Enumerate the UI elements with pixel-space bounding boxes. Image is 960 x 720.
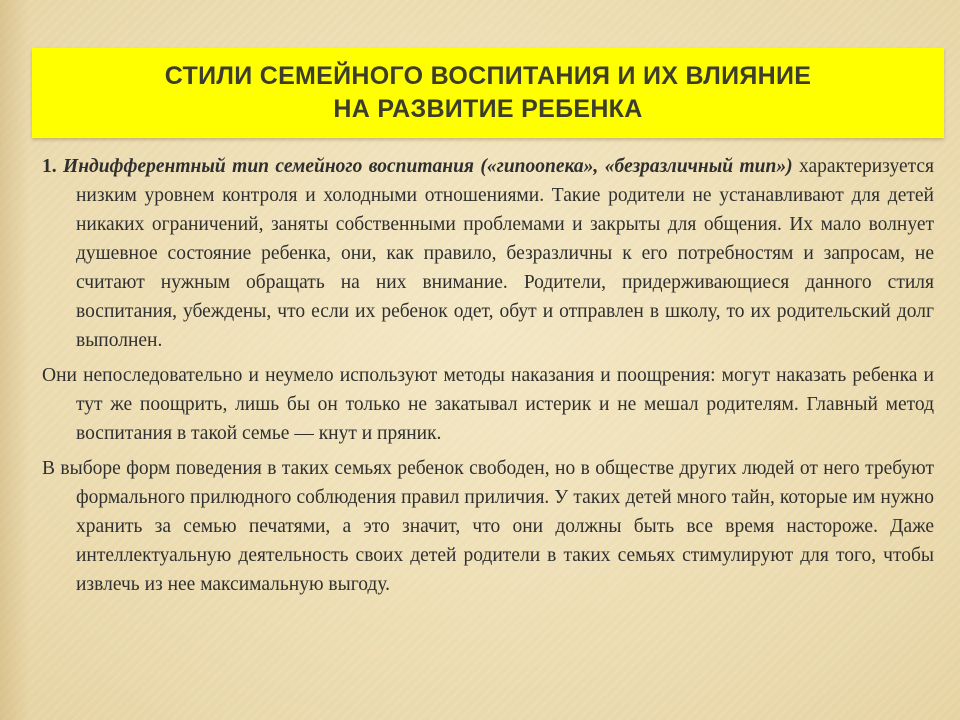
title-banner [32,48,944,138]
paragraph-1-text: характеризуется низким уровнем контроля и холодными отношениями. Такие родители не устанавливают для детей никаких ограничений, заняты собственными проблемами и закрыты для общения. Их мало волнует душевное состояние ребенка, они, как правило, безразличны к его потребностям и запросам, не считают нужным обращать на них внимание. Родители, придерживающиеся данного стиля воспитания, убеждены, что если их ребенок одет, обут и отправлен в школу, то их родительский долг выполнен. [76,156,934,351]
slide-body [42,152,934,605]
title-line-2: НА РАЗВИТИЕ РЕБЕНКА [333,95,643,123]
background-shade [0,0,30,720]
title-line-1: СТИЛИ СЕМЕЙНОГО ВОСПИТАНИЯ И ИХ ВЛИЯНИЕ [164,62,812,90]
paragraph-1-number: 1. [42,156,64,177]
paragraph-3: В выборе форм поведения в таких семьях ребенок свободен, но в обществе других людей от него требуют формального прилюдного соблюдения правил приличия. У таких детей много тайн, которые им нужно хранить за семью печатями, а это значит, что они должны быть все время настороже. Даже интеллектуальную деятельность своих детей родители в таких семьях стимулируют для того, чтобы извлечь из нее максимальную выгоду. [42,458,934,595]
paragraph-1 [42,152,934,355]
paragraph-1-term: Индифферентный тип семейного воспитания («гипоопека», «безразличный тип») [63,156,793,177]
paragraph-2: Они непоследовательно и неумело используют методы наказания и поощрения: могут наказать ребенка и тут же поощрить, лишь бы он только не закатывал истерик и не мешал родителям. Главный метод воспитания в такой семье — кнут и пряник. [42,365,934,444]
